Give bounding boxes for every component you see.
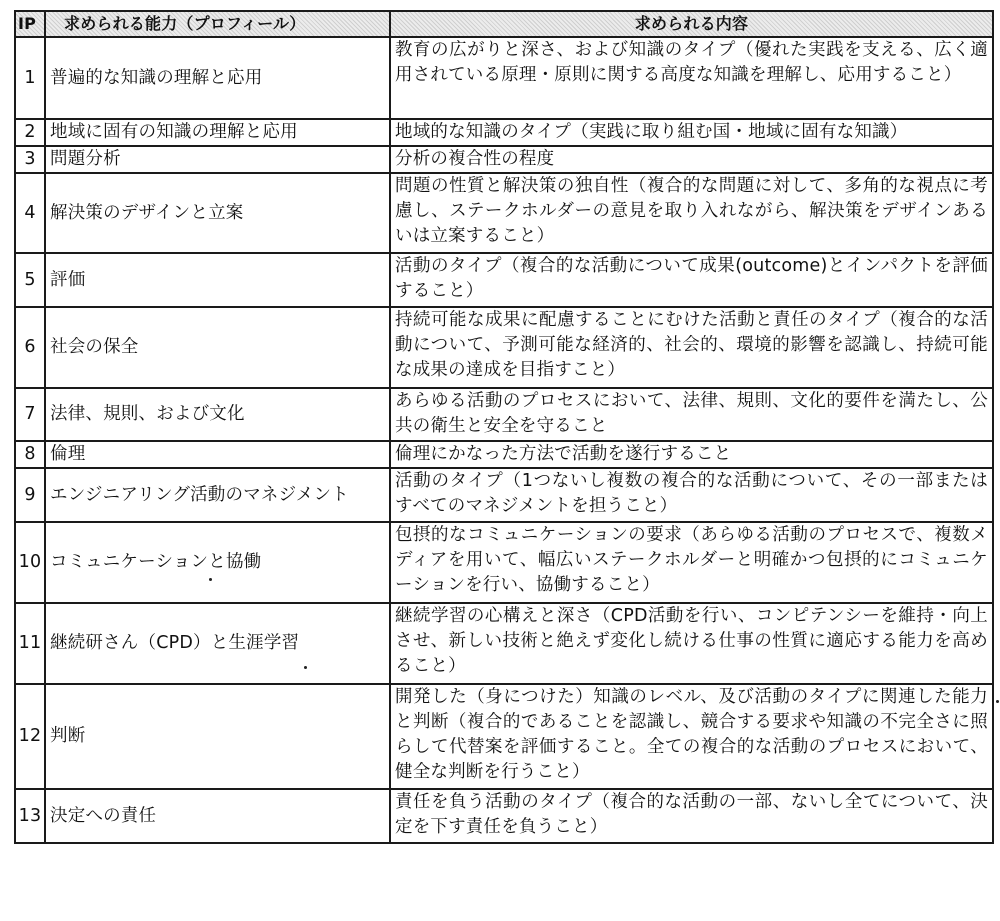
row-number: 3: [15, 146, 45, 173]
ip-capability-table: [14, 10, 994, 844]
row-requirement: 地域的な知識のタイプ（実践に取り組む国・地域に固有な知識）: [390, 119, 993, 146]
table-header-row: [15, 11, 993, 37]
row-number: 1: [15, 37, 45, 119]
row-requirement: 活動のタイプ（1つないし複数の複合的な活動について、その一部またはすべてのマネジメントを担うこと）: [390, 468, 993, 522]
row-number: 11: [15, 603, 45, 684]
row-capability: 判断: [45, 684, 390, 789]
table-row: [15, 307, 993, 388]
row-requirement: 開発した（身につけた）知識のレベル、及び活動のタイプに関連した能力と判断（複合的であることを認識し、競合する要求や知識の不完全さに照らして代替案を評価すること。全ての複合的な活動のプロセスにおいて、健全な判断を行うこと）: [390, 684, 993, 789]
row-capability: 倫理: [45, 441, 390, 468]
table-row: [15, 684, 993, 789]
row-requirement: 活動のタイプ（複合的な活動について成果(outcome)とインパクトを評価すること）: [390, 253, 993, 307]
row-number: 6: [15, 307, 45, 388]
table-row: [15, 388, 993, 441]
table-row: [15, 468, 993, 522]
table-row: [15, 441, 993, 468]
document-sheet: [14, 10, 992, 844]
row-number: 4: [15, 173, 45, 253]
table-row: [15, 522, 993, 603]
scan-speck: [996, 700, 999, 703]
row-number: 2: [15, 119, 45, 146]
table-row: [15, 37, 993, 119]
row-capability: エンジニアリング活動のマネジメント: [45, 468, 390, 522]
row-number: 5: [15, 253, 45, 307]
row-requirement: 問題の性質と解決策の独自性（複合的な問題に対して、多角的な視点に考慮し、ステークホルダーの意見を取り入れながら、解決策をデザインあるいは立案すること）: [390, 173, 993, 253]
row-number: 12: [15, 684, 45, 789]
table-row: [15, 173, 993, 253]
row-capability: 地域に固有の知識の理解と応用: [45, 119, 390, 146]
table-row: [15, 119, 993, 146]
row-capability: 解決策のデザインと立案: [45, 173, 390, 253]
table-row: [15, 789, 993, 843]
scan-speck: [209, 578, 212, 581]
row-capability: 普遍的な知識の理解と応用: [45, 37, 390, 119]
row-number: 7: [15, 388, 45, 441]
header-capability: 求められる能力（プロフィール）: [45, 11, 390, 37]
table-row: [15, 253, 993, 307]
row-requirement: 教育の広がりと深さ、および知識のタイプ（優れた実践を支える、広く適用されている原理・原則に関する高度な知識を理解し、応用すること）: [390, 37, 993, 119]
row-requirement: 持続可能な成果に配慮することにむけた活動と責任のタイプ（複合的な活動について、予測可能な経済的、社会的、環境的影響を認識し、持続可能な成果の達成を目指すこと）: [390, 307, 993, 388]
row-capability: 継続研さん（CPD）と生涯学習: [45, 603, 390, 684]
scan-speck: [304, 666, 307, 669]
row-requirement: あらゆる活動のプロセスにおいて、法律、規則、文化的要件を満たし、公共の衛生と安全を守ること: [390, 388, 993, 441]
row-number: 13: [15, 789, 45, 843]
table-row: [15, 603, 993, 684]
row-requirement: 継続学習の心構えと深さ（CPD活動を行い、コンピテンシーを維持・向上させ、新しい技術と絶えず変化し続ける仕事の性質に適応する能力を高めること）: [390, 603, 993, 684]
header-requirement: 求められる内容: [390, 11, 993, 37]
table-row: [15, 146, 993, 173]
row-number: 8: [15, 441, 45, 468]
header-ip: IP: [15, 11, 45, 37]
row-requirement: 分析の複合性の程度: [390, 146, 993, 173]
row-capability: コミュニケーションと協働: [45, 522, 390, 603]
row-number: 10: [15, 522, 45, 603]
row-capability: 問題分析: [45, 146, 390, 173]
row-requirement: 倫理にかなった方法で活動を遂行すること: [390, 441, 993, 468]
row-capability: 決定への責任: [45, 789, 390, 843]
row-number: 9: [15, 468, 45, 522]
row-requirement: 包摂的なコミュニケーションの要求（あらゆる活動のプロセスで、複数メディアを用いて、幅広いステークホルダーと明確かつ包摂的にコミュニケーションを行い、協働すること）: [390, 522, 993, 603]
row-capability: 法律、規則、および文化: [45, 388, 390, 441]
row-requirement: 責任を負う活動のタイプ（複合的な活動の一部、ないし全てについて、決定を下す責任を負うこと）: [390, 789, 993, 843]
row-capability: 評価: [45, 253, 390, 307]
row-capability: 社会の保全: [45, 307, 390, 388]
